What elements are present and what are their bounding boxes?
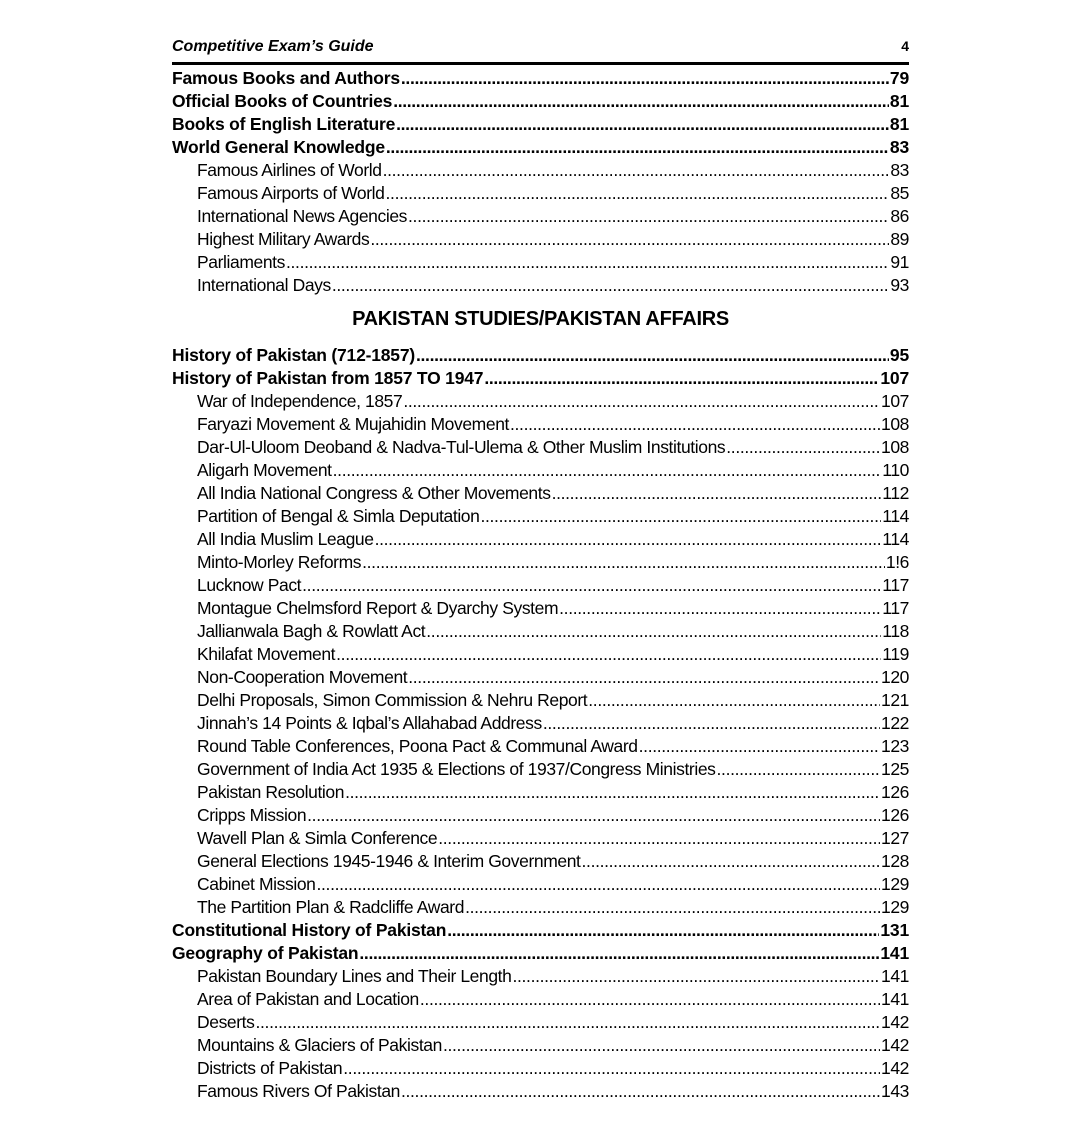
toc-entry-title: Wavell Plan & Simla Conference (197, 828, 438, 848)
toc-entry-title: Khilafat Movement (197, 644, 336, 664)
toc-entry-title: Non-Cooperation Movement (197, 667, 408, 687)
toc-entry-page-number: 110 (882, 460, 909, 480)
toc-entry-page-number: 89 (890, 229, 909, 249)
toc-entry-title: Round Table Conferences, Poona Pact & Communal Award (197, 736, 638, 756)
toc-chapter-entry (172, 136, 909, 159)
dot-leader (359, 942, 879, 965)
dot-leader (408, 666, 880, 689)
toc-entry-title: Cabinet Mission (197, 874, 316, 894)
toc-entry-title: Cripps Mission (197, 805, 307, 825)
toc-entry-page-number: 127 (881, 828, 909, 848)
toc-subentry (172, 459, 909, 482)
header-page-number: 4 (901, 38, 909, 54)
toc-subentry (172, 896, 909, 919)
toc-entry-page-number: 141 (881, 966, 909, 986)
toc-subentry (172, 712, 909, 735)
dot-leader (438, 827, 880, 850)
toc-entry-page-number: 108 (881, 414, 909, 434)
toc-entry-page-number: 131 (880, 920, 909, 940)
toc-entry-title: Highest Military Awards (197, 229, 370, 249)
dot-leader (588, 689, 880, 712)
dot-leader (426, 620, 881, 643)
table-of-contents-part-2 (172, 344, 909, 1103)
dot-leader (286, 251, 889, 274)
toc-entry-title: World General Knowledge (172, 137, 385, 157)
toc-subentry (172, 274, 909, 297)
toc-entry-title: All India National Congress & Other Movements (197, 483, 551, 503)
dot-leader (401, 1080, 880, 1103)
toc-entry-title: Districts of Pakistan (197, 1058, 343, 1078)
toc-entry-page-number: 129 (881, 897, 909, 917)
toc-subentry (172, 781, 909, 804)
toc-entry-title: General Elections 1945-1946 & Interim Government (197, 851, 581, 871)
toc-entry-page-number: 114 (882, 529, 909, 549)
toc-entry-title: Faryazi Movement & Mujahidin Movement (197, 414, 509, 434)
toc-subentry (172, 251, 909, 274)
toc-entry-title: Aligarh Movement (197, 460, 332, 480)
toc-subentry (172, 482, 909, 505)
toc-entry-title: The Partition Plan & Radcliffe Award (197, 897, 465, 917)
dot-leader (386, 136, 889, 159)
dot-leader (317, 873, 881, 896)
toc-entry-page-number: 126 (881, 782, 909, 802)
toc-entry-title: Area of Pakistan and Location (197, 989, 419, 1009)
toc-entry-page-number: 83 (890, 160, 909, 180)
toc-entry-title: Deserts (197, 1012, 255, 1032)
toc-entry-title: Famous Airlines of World (197, 160, 382, 180)
toc-subentry (172, 735, 909, 758)
dot-leader (375, 528, 882, 551)
toc-chapter-entry (172, 67, 909, 90)
toc-entry-page-number: 126 (881, 805, 909, 825)
toc-entry-page-number: 93 (890, 275, 909, 295)
toc-entry-page-number: 79 (889, 68, 909, 88)
dot-leader (465, 896, 880, 919)
toc-chapter-entry (172, 344, 909, 367)
toc-entry-title: War of Independence, 1857 (197, 391, 403, 411)
toc-entry-page-number: 143 (881, 1081, 909, 1101)
section-heading: PAKISTAN STUDIES/PAKISTAN AFFAIRS (352, 308, 729, 330)
dot-leader (484, 367, 879, 390)
toc-entry-title: Mountains & Glaciers of Pakistan (197, 1035, 442, 1055)
toc-entry-page-number: 83 (889, 137, 909, 157)
header-rule (172, 62, 909, 65)
toc-entry-page-number: 142 (881, 1058, 909, 1078)
table-of-contents-part-1 (172, 67, 909, 297)
dot-leader (726, 436, 880, 459)
toc-subentry (172, 1011, 909, 1034)
dot-leader (302, 574, 881, 597)
toc-entry-title: Famous Airports of World (197, 183, 385, 203)
toc-chapter-entry (172, 367, 909, 390)
toc-entry-page-number: 121 (881, 690, 909, 710)
dot-leader (512, 965, 880, 988)
toc-entry-page-number: 120 (881, 667, 909, 687)
toc-entry-title: Delhi Proposals, Simon Commission & Nehru Report (197, 690, 588, 710)
toc-entry-page-number: 142 (881, 1035, 909, 1055)
toc-subentry (172, 666, 909, 689)
dot-leader (420, 988, 880, 1011)
dot-leader (333, 459, 882, 482)
toc-entry-page-number: 91 (890, 252, 909, 272)
toc-entry-title: Pakistan Boundary Lines and Their Length (197, 966, 512, 986)
dot-leader (345, 781, 880, 804)
toc-entry-page-number: 114 (882, 506, 909, 526)
toc-subentry (172, 413, 909, 436)
toc-entry-page-number: 122 (881, 713, 909, 733)
toc-entry-page-number: 81 (889, 91, 909, 111)
dot-leader (383, 159, 890, 182)
toc-chapter-entry (172, 919, 909, 942)
dot-leader (336, 643, 881, 666)
toc-subentry (172, 988, 909, 1011)
dot-leader (307, 804, 880, 827)
toc-entry-title: Montague Chelmsford Report & Dyarchy System (197, 598, 559, 618)
toc-entry-title: Jallianwala Bagh & Rowlatt Act (197, 621, 426, 641)
toc-subentry (172, 850, 909, 873)
dot-leader (639, 735, 880, 758)
dot-leader (559, 597, 881, 620)
dot-leader (332, 274, 889, 297)
dot-leader (447, 919, 879, 942)
toc-entry-page-number: 142 (881, 1012, 909, 1032)
toc-subentry (172, 182, 909, 205)
toc-subentry (172, 597, 909, 620)
toc-entry-title: Official Books of Countries (172, 91, 393, 111)
dot-leader (393, 90, 889, 113)
dot-leader (416, 344, 889, 367)
toc-subentry (172, 390, 909, 413)
toc-entry-page-number: 107 (880, 368, 909, 388)
toc-subentry (172, 758, 909, 781)
toc-entry-title: Partition of Bengal & Simla Deputation (197, 506, 480, 526)
toc-subentry (172, 228, 909, 251)
toc-chapter-entry (172, 113, 909, 136)
toc-subentry (172, 205, 909, 228)
toc-entry-title: History of Pakistan (712-1857) (172, 345, 415, 365)
toc-entry-page-number: 125 (881, 759, 909, 779)
dot-leader (543, 712, 880, 735)
toc-entry-page-number: 129 (881, 874, 909, 894)
toc-entry-page-number: 141 (880, 943, 909, 963)
dot-leader (256, 1011, 881, 1034)
toc-subentry (172, 643, 909, 666)
toc-chapter-entry (172, 942, 909, 965)
dot-leader (582, 850, 880, 873)
dot-leader (401, 67, 889, 90)
toc-entry-page-number: 1!6 (885, 552, 909, 572)
dot-leader (443, 1034, 880, 1057)
toc-entry-title: Parliaments (197, 252, 285, 272)
toc-entry-title: Jinnah’s 14 Points & Iqbal’s Allahabad Address (197, 713, 542, 733)
toc-subentry (172, 620, 909, 643)
toc-subentry (172, 1057, 909, 1080)
toc-subentry (172, 574, 909, 597)
dot-leader (408, 205, 889, 228)
toc-subentry (172, 873, 909, 896)
toc-entry-title: History of Pakistan from 1857 TO 1947 (172, 368, 484, 388)
toc-entry-title: Famous Books and Authors (172, 68, 400, 88)
toc-subentry (172, 436, 909, 459)
toc-entry-page-number: 119 (882, 644, 909, 664)
toc-entry-title: International News Agencies (197, 206, 408, 226)
toc-entry-title: Minto-Morley Reforms (197, 552, 362, 572)
toc-entry-title: All India Muslim League (197, 529, 374, 549)
book-title: Competitive Exam’s Guide (172, 38, 374, 55)
toc-entry-title: Books of English Literature (172, 114, 396, 134)
toc-entry-page-number: 118 (882, 621, 909, 641)
toc-entry-title: Pakistan Resolution (197, 782, 345, 802)
toc-subentry (172, 804, 909, 827)
toc-entry-page-number: 108 (881, 437, 909, 457)
toc-subentry (172, 551, 909, 574)
running-header (172, 38, 909, 62)
toc-entry-page-number: 112 (882, 483, 909, 503)
toc-entry-title: Constitutional History of Pakistan (172, 920, 447, 940)
dot-leader (362, 551, 885, 574)
toc-subentry (172, 159, 909, 182)
toc-entry-page-number: 117 (882, 575, 909, 595)
toc-subentry (172, 505, 909, 528)
toc-subentry (172, 1080, 909, 1103)
dot-leader (343, 1057, 880, 1080)
toc-entry-page-number: 117 (882, 598, 909, 618)
dot-leader (370, 228, 889, 251)
toc-entry-page-number: 85 (890, 183, 909, 203)
toc-entry-title: Geography of Pakistan (172, 943, 359, 963)
toc-subentry (172, 689, 909, 712)
toc-entry-title: Lucknow Pact (197, 575, 302, 595)
toc-entry-title: Famous Rivers Of Pakistan (197, 1081, 400, 1101)
toc-entry-page-number: 95 (889, 345, 909, 365)
dot-leader (396, 113, 889, 136)
dot-leader (552, 482, 882, 505)
toc-entry-page-number: 141 (881, 989, 909, 1009)
dot-leader (403, 390, 880, 413)
toc-entry-page-number: 107 (881, 391, 909, 411)
toc-subentry (172, 1034, 909, 1057)
toc-chapter-entry (172, 90, 909, 113)
dot-leader (480, 505, 881, 528)
toc-entry-page-number: 128 (881, 851, 909, 871)
dot-leader (510, 413, 880, 436)
toc-entry-title: Government of India Act 1935 & Elections of 1937/Congress Ministries (197, 759, 716, 779)
dot-leader (386, 182, 890, 205)
toc-entry-title: Dar-Ul-Uloom Deoband & Nadva-Tul-Ulema & Other Muslim Institutions (197, 437, 726, 457)
toc-entry-page-number: 123 (881, 736, 909, 756)
toc-subentry (172, 528, 909, 551)
dot-leader (717, 758, 880, 781)
toc-entry-page-number: 86 (890, 206, 909, 226)
toc-entry-page-number: 81 (889, 114, 909, 134)
toc-subentry (172, 827, 909, 850)
toc-subentry (172, 965, 909, 988)
toc-entry-title: International Days (197, 275, 331, 295)
